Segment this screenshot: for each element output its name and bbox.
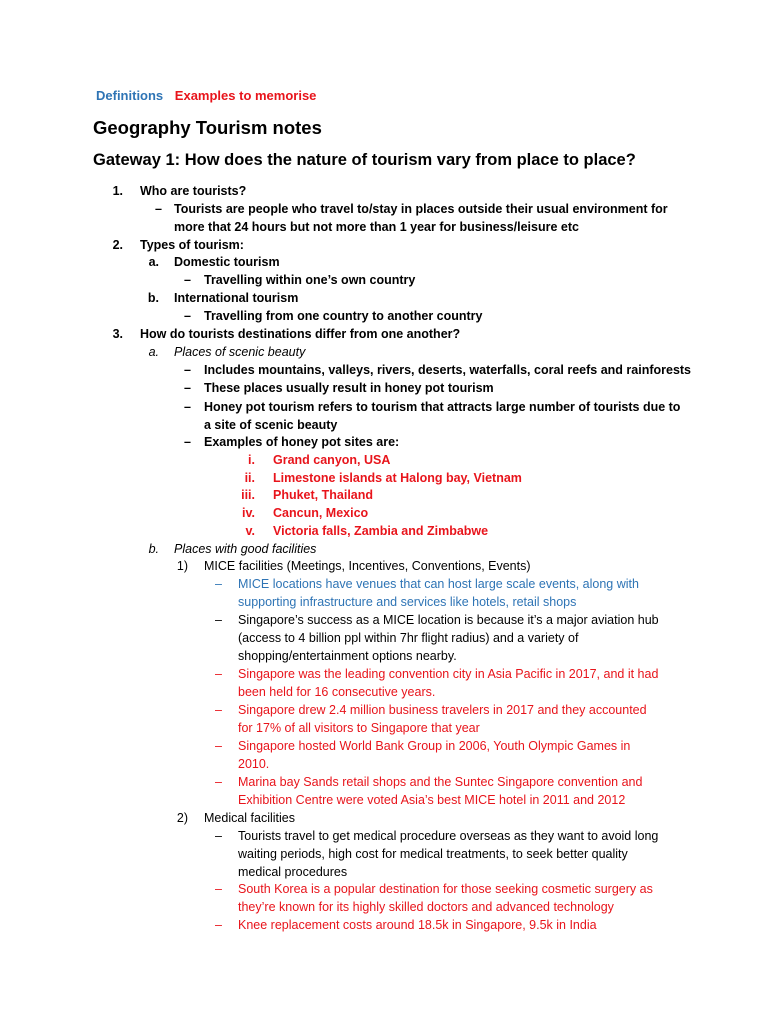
list-item-text: Singapore was the leading convention city in Asia Pacific in 2017, and it had been held for 16 consecutive years. bbox=[238, 667, 659, 699]
list-item-text: Examples of honey pot sites are: bbox=[204, 435, 400, 449]
list-marker: 3. bbox=[112, 327, 123, 341]
list-item-text: Knee replacement costs around 18.5k in Singapore, 9.5k in India bbox=[238, 918, 597, 932]
list-marker: – bbox=[184, 309, 191, 323]
list-marker: 2) bbox=[176, 811, 188, 825]
list-marker: – bbox=[215, 613, 222, 627]
list-marker: iv. bbox=[242, 506, 255, 520]
list-marker: – bbox=[215, 667, 222, 681]
list-item-text: Singapore hosted World Bank Group in 2006, Youth Olympic Games in 2010. bbox=[238, 739, 631, 771]
list-marker: – bbox=[184, 381, 191, 395]
list-marker: i. bbox=[248, 453, 255, 467]
list-item-text: Cancun, Mexico bbox=[273, 506, 369, 520]
list-item-text: Places of scenic beauty bbox=[174, 345, 306, 359]
list-marker: – bbox=[215, 703, 222, 717]
section-heading: Gateway 1: How does the nature of tourism vary from place to place? bbox=[93, 151, 636, 169]
list-marker: – bbox=[184, 273, 191, 287]
list-item-text: Tourists are people who travel to/stay in places outside their usual environment for more that 24 hours but not more than 1 year for business/leisure etc bbox=[174, 202, 668, 234]
list-marker: – bbox=[215, 918, 222, 932]
legend-examples: Examples to memorise bbox=[174, 88, 317, 103]
list-item-text: Domestic tourism bbox=[174, 255, 280, 269]
list-marker: 2. bbox=[112, 238, 123, 252]
list-marker: a. bbox=[148, 255, 159, 269]
list-marker: v. bbox=[245, 524, 255, 538]
list-item-text: Who are tourists? bbox=[140, 184, 247, 198]
list-marker: b. bbox=[147, 291, 159, 305]
list-item-text: How do tourists destinations differ from one another? bbox=[140, 327, 461, 341]
list-item-text: MICE locations have venues that can host large scale events, along with supporting infrastructure and services like hotels, retail shops bbox=[238, 577, 639, 609]
list-item-text: Medical facilities bbox=[204, 811, 296, 825]
list-item-text: Grand canyon, USA bbox=[273, 453, 391, 467]
list-item-text: International tourism bbox=[174, 291, 299, 305]
list-marker: b. bbox=[148, 542, 159, 556]
list-item-text: South Korea is a popular destination for those seeking cosmetic surgery as they’re known for its highly skilled doctors and advanced technology bbox=[238, 882, 653, 914]
legend-definitions: Definitions bbox=[96, 88, 164, 103]
list-marker: a. bbox=[148, 345, 159, 359]
list-marker: – bbox=[215, 577, 222, 591]
list-item-text: Travelling within one’s own country bbox=[204, 273, 416, 287]
color-legend bbox=[96, 88, 316, 103]
list-item-text: MICE facilities (Meetings, Incentives, Conventions, Events) bbox=[204, 559, 531, 573]
list-item-text: Victoria falls, Zambia and Zimbabwe bbox=[273, 524, 489, 538]
list-marker: – bbox=[184, 400, 191, 414]
list-marker: iii. bbox=[241, 488, 255, 502]
list-item-text: Limestone islands at Halong bay, Vietnam bbox=[273, 471, 522, 485]
list-item-text: Honey pot tourism refers to tourism that attracts large number of tourists due to a site of scenic beauty bbox=[204, 400, 681, 432]
list-item-text: Places with good facilities bbox=[174, 542, 317, 556]
list-item-text: Marina bay Sands retail shops and the Suntec Singapore convention and Exhibition Centre were voted Asia’s best MICE hotel in 2011 and 2012 bbox=[238, 775, 643, 807]
list-item-text: Includes mountains, valleys, rivers, deserts, waterfalls, coral reefs and rainforests bbox=[204, 363, 692, 377]
list-item-text: Types of tourism: bbox=[140, 238, 244, 252]
list-marker: – bbox=[215, 829, 222, 843]
list-item-text: Singapore drew 2.4 million business travelers in 2017 and they accounted for 17% of all visitors to Singapore that year bbox=[238, 703, 647, 735]
list-marker: ii. bbox=[244, 471, 255, 485]
list-marker: – bbox=[184, 363, 191, 377]
list-marker: 1) bbox=[176, 559, 188, 573]
list-marker: – bbox=[184, 435, 191, 449]
document-title: Geography Tourism notes bbox=[93, 117, 322, 138]
list-item-text: Tourists travel to get medical procedure overseas as they want to avoid long waiting periods, high cost for medical treatments, to seek better quality medical procedures bbox=[238, 829, 659, 879]
list-item-text: Travelling from one country to another country bbox=[204, 309, 483, 323]
list-marker: – bbox=[155, 202, 162, 216]
list-marker: 1. bbox=[112, 184, 123, 198]
list-marker: – bbox=[215, 739, 222, 753]
list-marker: – bbox=[215, 882, 222, 896]
list-item-text: Singapore’s success as a MICE location is because it’s a major aviation hub (access to 4 billion ppl within 7hr flight radius) and a variety of shopping/entertainment options nearby. bbox=[238, 613, 659, 663]
list-item-text: Phuket, Thailand bbox=[273, 488, 374, 502]
list-marker: – bbox=[215, 775, 222, 789]
list-item-text: These places usually result in honey pot tourism bbox=[204, 381, 494, 395]
